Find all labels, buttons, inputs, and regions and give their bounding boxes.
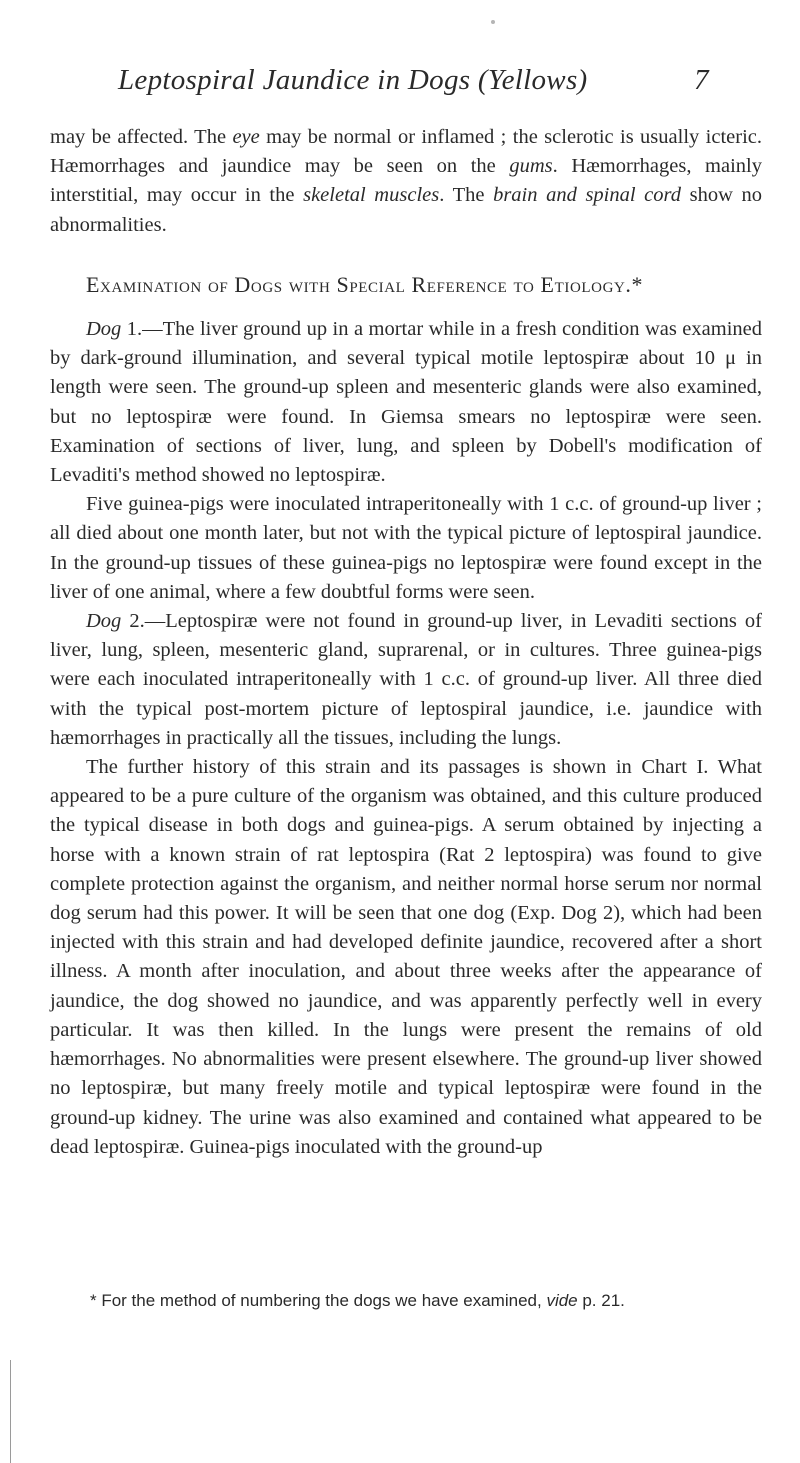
intro-text: may be affected. The [50, 126, 233, 148]
footnote-page-ref: p. 21. [577, 1291, 625, 1310]
running-title-close: ) [577, 64, 588, 96]
footnote-vide: vide [546, 1291, 578, 1310]
running-title-yellows: Yellows [487, 64, 578, 96]
dog1-paragraph [50, 315, 762, 490]
body-text [50, 123, 762, 1162]
dog2-paragraph [50, 607, 762, 753]
intro-text: may be normal or inflamed ; the sclerotic is usually icteric. Hæmorrhages and jaundice may be seen on the [50, 126, 762, 178]
dog1-label: Dog [86, 318, 122, 341]
dog2-label: Dog [86, 610, 122, 633]
footnote [90, 1291, 770, 1311]
dog2-text: 2.—Leptospiræ were not found in ground-up liver, in Levaditi sections of liver, lung, spleen, mesenteric gland, suprarenal, or in cultures. Three guinea-pigs were each inoculated intraperitoneally with 1 c.c. of ground-up liver. All three died with the typical post-mortem picture of leptospiral jaundice, i.e. jaundice with hæmorrhages in practically all the tissues, including the lungs. [50, 610, 762, 749]
footnote-text: * For the method of numbering the dogs we have examined, [90, 1291, 547, 1310]
section-heading: Examination of Dogs with Special Reference to Etiology.* [86, 271, 644, 297]
scan-speck [491, 20, 495, 24]
term-gums: gums [509, 155, 553, 178]
dog1-text: 1.—The liver ground up in a mortar while in a fresh condition was examined by dark-ground illumination, and several typical motile leptospiræ about 10 μ in length were seen. The ground-up spleen and mesenteric glands were also examined, but no leptospiræ were found. In Giemsa smears no leptospiræ were seen. Examination of sections of liver, lung, and spleen by Dobell's modification of Levaditi's method showed no leptospiræ. [50, 318, 762, 487]
running-title [118, 64, 588, 97]
intro-text: . Hæmorrhages, mainly interstitial, may occur in the [50, 155, 762, 207]
scan-edge-line [10, 1360, 11, 1463]
page-number: 7 [694, 64, 709, 96]
term-skeletal-muscles: skeletal muscles [303, 184, 440, 207]
intro-text: show no abnormalities. [50, 184, 762, 236]
intro-text: . The [439, 184, 494, 207]
term-brain-spinal-cord: brain and spinal cord [493, 184, 681, 207]
running-head [0, 64, 800, 108]
history-paragraph: The further history of this strain and its passages is shown in Chart I. What appeared to be a pure culture of the organism was obtained, and this culture produced the typical disease in both dogs and guinea-pigs. A serum obtained by injecting a horse with a known strain of rat leptospira (Rat 2 leptospira) was found to give complete protection against the organism, and neither normal horse serum nor normal dog serum had this power. It will be seen that one dog (Exp. Dog 2), which had been injected with this strain and had developed definite jaundice, recovered after a short illness. A month after inoculation, and about three weeks after the appearance of jaundice, the dog showed no jaundice, and was apparently perfectly well in every particular. It was then killed. In the lungs were present the remains of old hæmorrhages. No abnormalities were present elsewhere. The ground-up liver showed no leptospiræ, but many freely motile and typical leptospiræ were found in the ground-up kidney. The urine was also examined and contained what appeared to be dead leptospiræ. Guinea-pigs inoculated with the ground-up [50, 756, 762, 1158]
intro-paragraph [50, 123, 762, 240]
running-title-part: Leptospiral Jaundice in Dogs ( [118, 64, 488, 96]
term-eye: eye [232, 126, 260, 148]
guinea-pigs-paragraph: Five guinea-pigs were inoculated intraperitoneally with 1 c.c. of ground-up liver ; all died about one month later, but not with the typical picture of leptospiral jaundice. In the ground-up tissues of these guinea-pigs no leptospiræ were found except in the liver of one animal, where a few doubtful forms were seen. [50, 493, 762, 603]
